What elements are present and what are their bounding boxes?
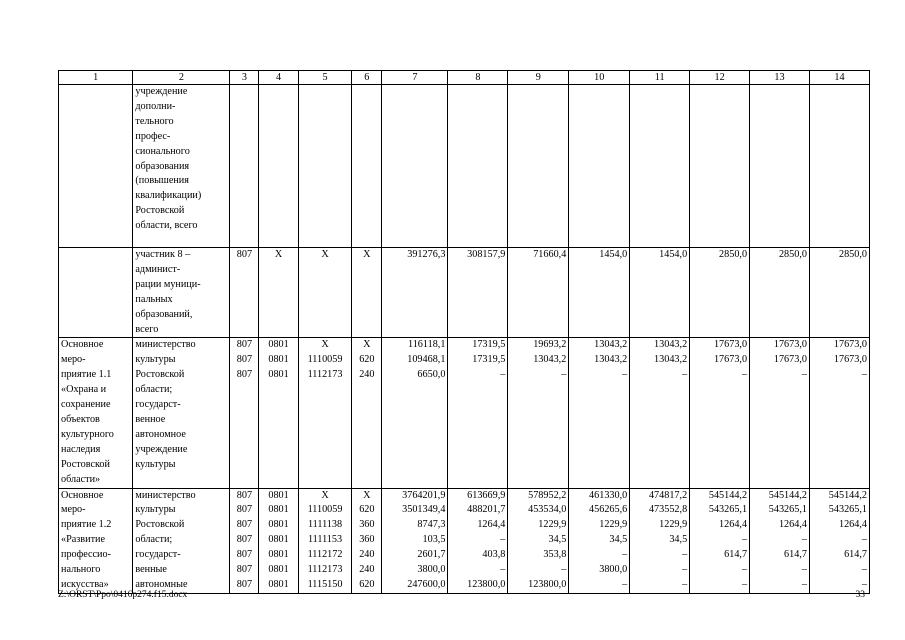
cell-col-9 xyxy=(508,85,569,248)
cell-col-7 xyxy=(382,85,448,248)
cell-col-2: участник 8 – админист- рации муници- пальных образований, всего xyxy=(133,248,230,338)
cell-col-11: 13043,2 13043,2 – xyxy=(630,338,690,488)
header-cell-7: 7 xyxy=(382,71,448,85)
header-cell-12: 12 xyxy=(690,71,750,85)
cell-col-6 xyxy=(352,85,382,248)
table-row xyxy=(59,338,870,488)
header-cell-3: 3 xyxy=(230,71,259,85)
cell-col-5: Х 1110059 1111138 1111153 1112172 1112173 1115150 xyxy=(298,488,352,593)
cell-col-13: 545144,2 543265,1 1264,4 – 614,7 – – xyxy=(750,488,810,593)
cell-col-11 xyxy=(630,85,690,248)
cell-col-3: 807 807 807 807 807 807 807 xyxy=(230,488,259,593)
cell-col-8: 613669,9 488201,7 1264,4 – 403,8 – 123800,0 xyxy=(448,488,508,593)
cell-col-5 xyxy=(298,85,352,248)
header-cell-13: 13 xyxy=(750,71,810,85)
cell-col-14: 17673,0 17673,0 – xyxy=(809,338,869,488)
cell-col-7: 391276,3 xyxy=(382,248,448,338)
cell-col-5: Х xyxy=(298,248,352,338)
cell-col-10: 13043,2 13043,2 – xyxy=(569,338,630,488)
header-row xyxy=(59,71,870,85)
cell-col-13 xyxy=(750,85,810,248)
cell-col-7: 3764201,9 3501349,4 8747,3 103,5 2601,7 3800,0 247600,0 xyxy=(382,488,448,593)
cell-col-7: 116118,1 109468,1 6650,0 xyxy=(382,338,448,488)
cell-col-2: министерство культуры Ростовской области; государст- венное автономное учреждение культуры xyxy=(133,338,230,488)
header-cell-2: 2 xyxy=(133,71,230,85)
cell-col-9: 71660,4 xyxy=(508,248,569,338)
cell-col-10 xyxy=(569,85,630,248)
footer-file-path: Z:\ORST\Ppo\0416p274.f15.docx xyxy=(58,590,188,600)
cell-col-12 xyxy=(690,85,750,248)
cell-col-8: 17319,5 17319,5 – xyxy=(448,338,508,488)
cell-col-3 xyxy=(230,85,259,248)
cell-col-12: 545144,2 543265,1 1264,4 – 614,7 – – xyxy=(690,488,750,593)
cell-col-10: 1454,0 xyxy=(569,248,630,338)
header-cell-1: 1 xyxy=(59,71,133,85)
cell-col-1: Основное меро- приятие 1.1 «Охрана и сохранение объектов культурного наследия Ростовской области» xyxy=(59,338,133,488)
cell-col-10: 461330,0 456265,6 1229,9 34,5 – 3800,0 – xyxy=(569,488,630,593)
cell-col-13: 17673,0 17673,0 – xyxy=(750,338,810,488)
cell-col-13: 2850,0 xyxy=(750,248,810,338)
cell-col-4: 0801 0801 0801 xyxy=(259,338,298,488)
cell-col-6: Х 620 360 360 240 240 620 xyxy=(352,488,382,593)
cell-col-8: 308157,9 xyxy=(448,248,508,338)
table-row xyxy=(59,248,870,338)
header-cell-11: 11 xyxy=(630,71,690,85)
header-cell-5: 5 xyxy=(298,71,352,85)
cell-col-14: 545144,2 543265,1 1264,4 – 614,7 – – xyxy=(809,488,869,593)
cell-col-4: Х xyxy=(259,248,298,338)
cell-col-11: 1454,0 xyxy=(630,248,690,338)
cell-col-6: Х xyxy=(352,248,382,338)
cell-col-3: 807 807 807 xyxy=(230,338,259,488)
cell-col-14 xyxy=(809,85,869,248)
cell-col-9: 19693,2 13043,2 – xyxy=(508,338,569,488)
cell-col-1 xyxy=(59,85,133,248)
header-cell-8: 8 xyxy=(448,71,508,85)
cell-col-6: Х 620 240 xyxy=(352,338,382,488)
cell-col-5: Х 1110059 1112173 xyxy=(298,338,352,488)
header-cell-9: 9 xyxy=(508,71,569,85)
cell-col-12: 2850,0 xyxy=(690,248,750,338)
cell-col-9: 578952,2 453534,0 1229,9 34,5 353,8 – 123800,0 xyxy=(508,488,569,593)
cell-col-2: министерство культуры Ростовской области; государст- венные автономные xyxy=(133,488,230,593)
cell-col-4 xyxy=(259,85,298,248)
header-cell-4: 4 xyxy=(259,71,298,85)
cell-col-1 xyxy=(59,248,133,338)
header-cell-6: 6 xyxy=(352,71,382,85)
cell-col-14: 2850,0 xyxy=(809,248,869,338)
cell-col-3: 807 xyxy=(230,248,259,338)
header-cell-14: 14 xyxy=(809,71,869,85)
header-cell-10: 10 xyxy=(569,71,630,85)
cell-col-2: учреждение дополни- тельного профес- сионального образования (повышения квалификации) Ростовской области, всего xyxy=(133,85,230,248)
footer-page-number: 33 xyxy=(855,590,865,600)
budget-table xyxy=(58,70,870,594)
cell-col-4: 0801 0801 0801 0801 0801 0801 0801 xyxy=(259,488,298,593)
cell-col-11: 474817,2 473552,8 1229,9 34,5 – – – xyxy=(630,488,690,593)
table-row xyxy=(59,488,870,593)
cell-col-12: 17673,0 17673,0 – xyxy=(690,338,750,488)
table-row xyxy=(59,85,870,248)
cell-col-1: Основное меро- приятие 1.2 «Развитие профессио- нального искусства» xyxy=(59,488,133,593)
cell-col-8 xyxy=(448,85,508,248)
